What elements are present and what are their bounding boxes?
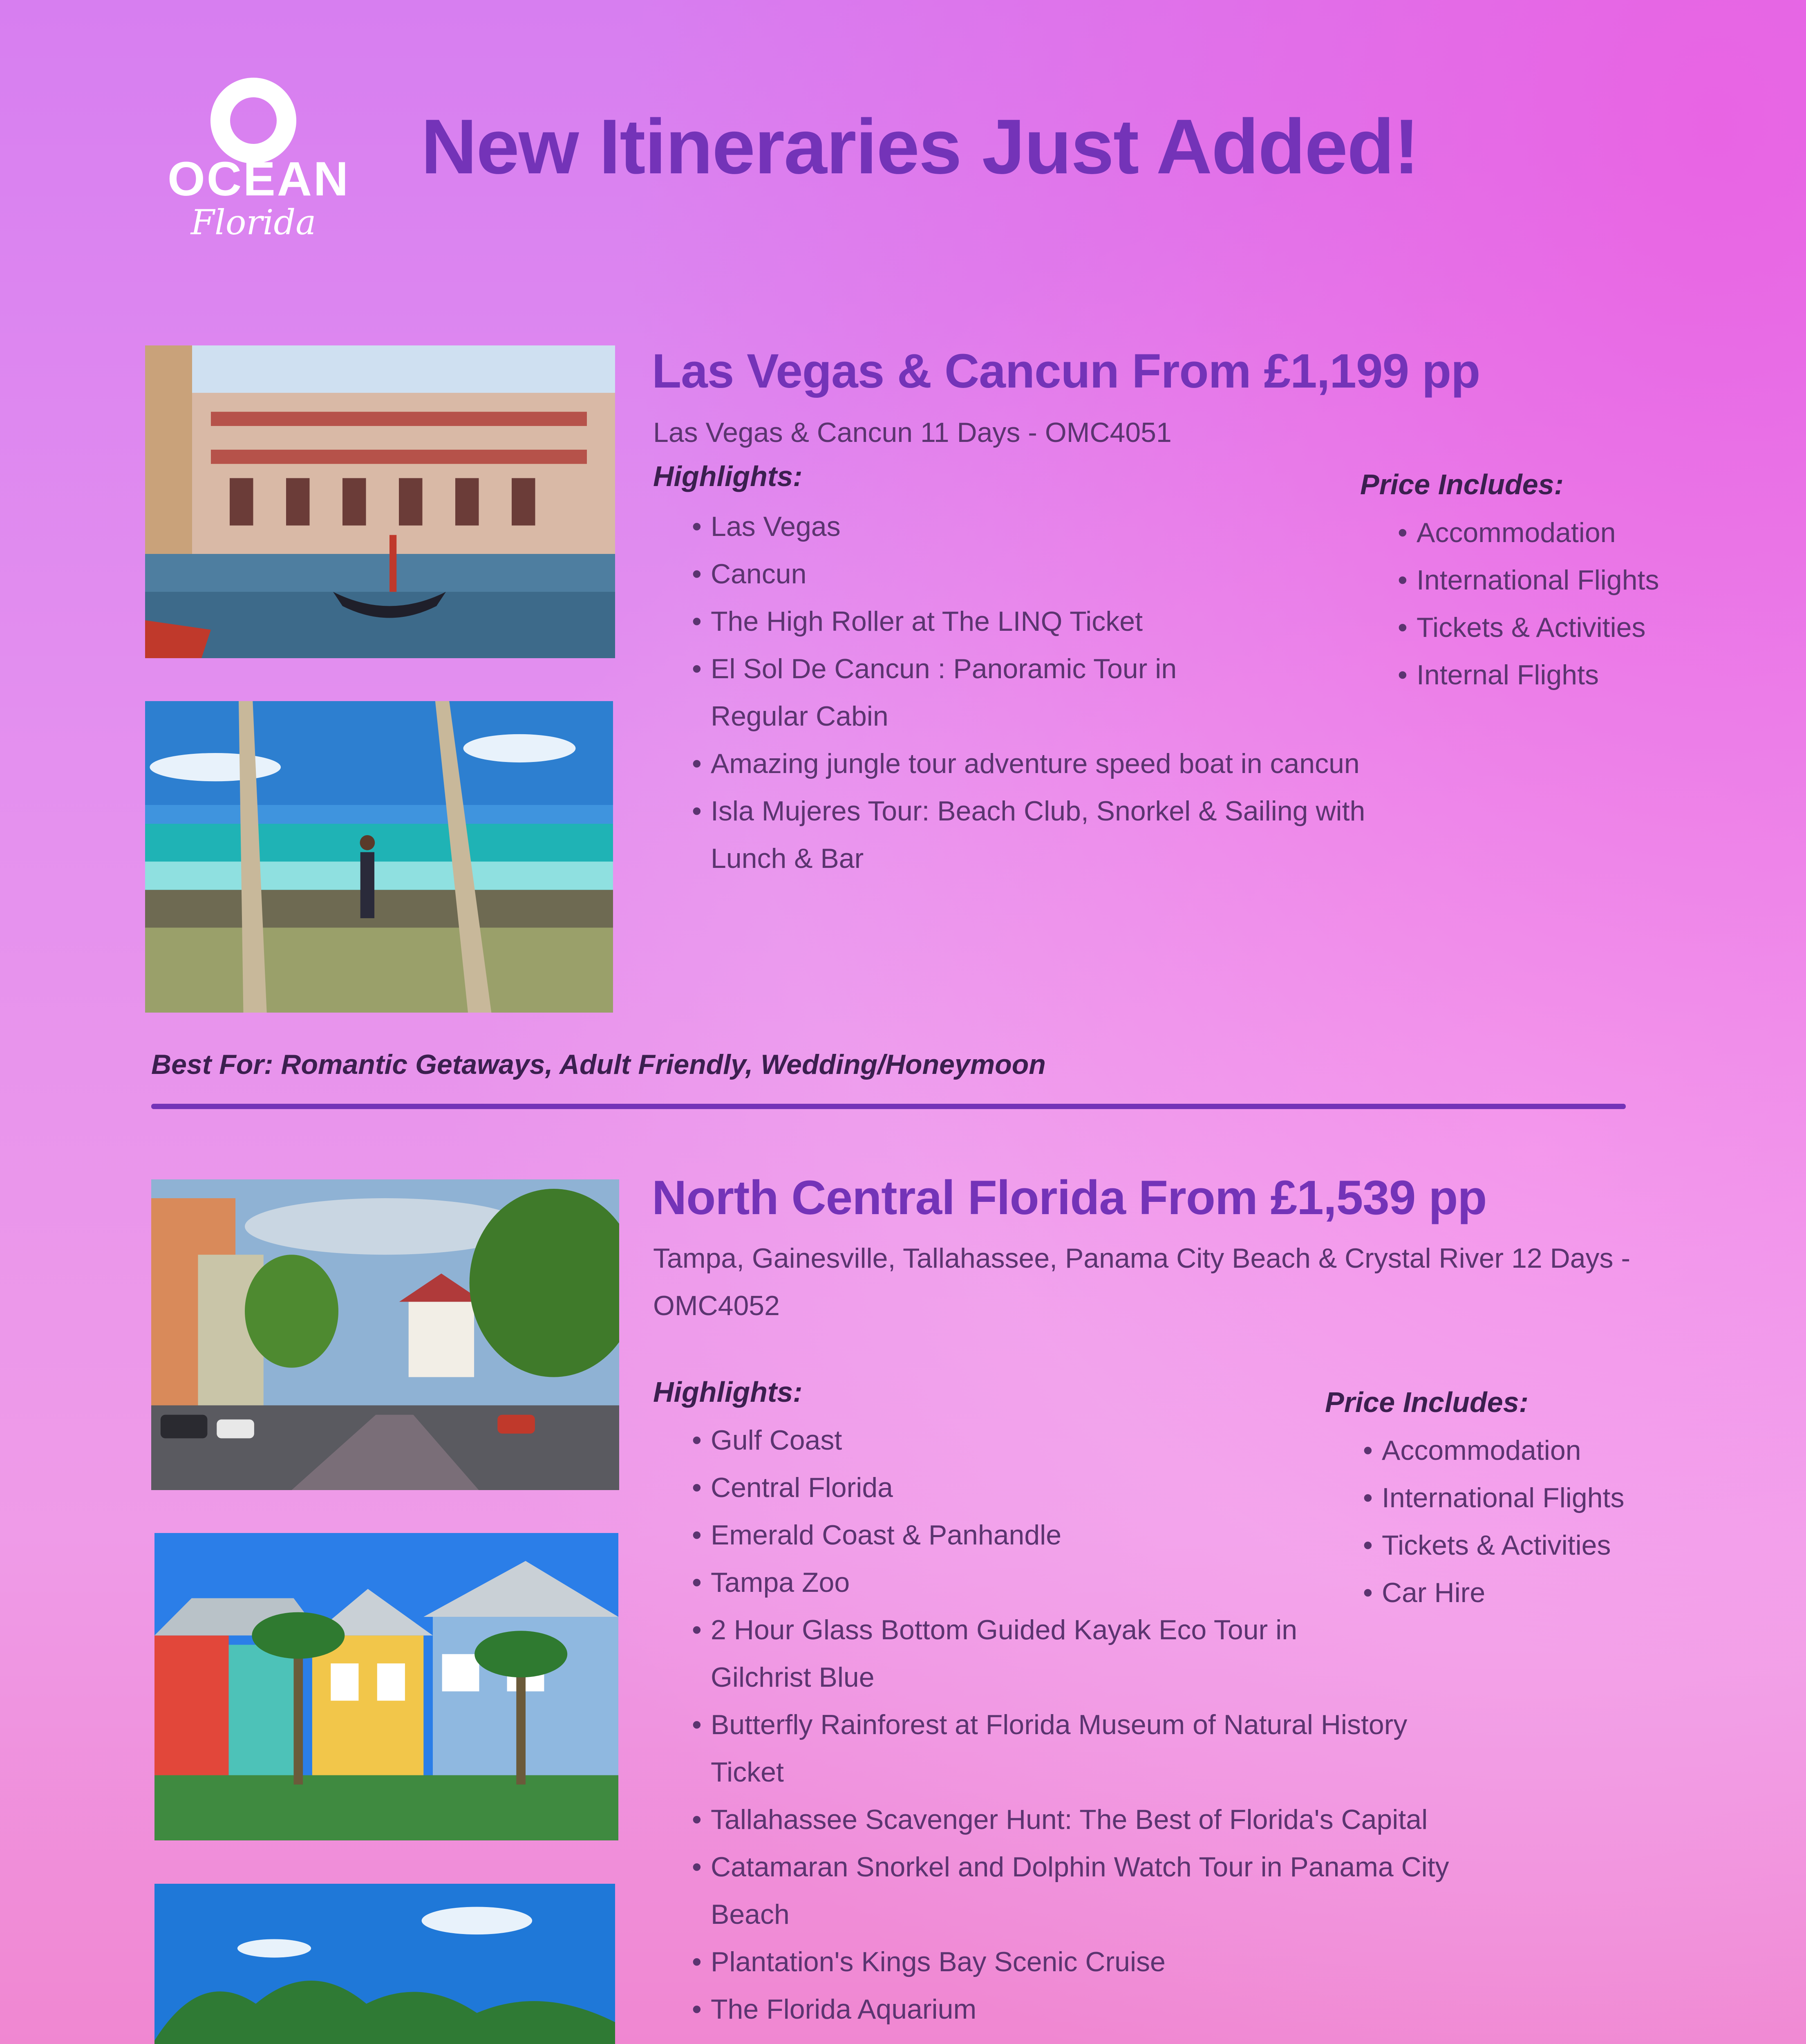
list-item: • The High Roller at The LINQ Ticket (692, 598, 1428, 645)
list-item: • Gulf Coast (692, 1416, 1468, 1464)
list-item: • Central Florida (692, 1464, 1468, 1511)
highlights-list (692, 503, 1428, 882)
offer-title: North Central Florida From £1,539 pp (652, 1171, 1487, 1225)
list-item: • Accommodation (1363, 1427, 1731, 1474)
price-includes-label: Price Includes: (1360, 468, 1564, 500)
offer-title: Las Vegas & Cancun From £1,199 pp (652, 344, 1480, 398)
price-includes-list (1363, 1427, 1731, 1616)
highlights-label: Highlights: (653, 460, 803, 492)
offer-subtitle: Las Vegas & Cancun 11 Days - OMC4051 (653, 417, 1172, 448)
ocean-logo-ring (210, 78, 296, 164)
list-item: • International Flights (1398, 556, 1725, 604)
list-item: • Isla Mujeres Tour: Beach Club, Snorkel & Sailing with Lunch & Bar (692, 787, 1405, 882)
list-item: • Tickets & Activities (1398, 604, 1725, 651)
logo-florida-text: Florida (190, 202, 316, 242)
price-includes-list (1398, 509, 1725, 699)
list-item: • Tampa Zoo (692, 1559, 1468, 1606)
beach-palm-photo (145, 701, 613, 1013)
highlights-label: Highlights: (653, 1376, 803, 1408)
list-item: • Las Vegas (692, 503, 1428, 550)
colorful-houses-photo (154, 1533, 618, 1840)
list-item: • Accommodation (1398, 509, 1725, 556)
logo-ocean-text: OCEAN (168, 152, 350, 206)
offer-subtitle: Tampa, Gainesville, Tallahassee, Panama City Beach & Crystal River 12 Days - OMC4052 (653, 1243, 1631, 1321)
list-item: • Catamaran Snorkel and Dolphin Watch Tour in Panama City Beach (692, 1843, 1467, 1938)
list-item: • Butterfly Rainforest at Florida Museum of Natural History Ticket (692, 1701, 1467, 1796)
list-item: • Tallahassee Scavenger Hunt: The Best of Florida's Capital (692, 1796, 1468, 1843)
list-item: • Internal Flights (1398, 651, 1725, 699)
list-item: • 2 Hour Glass Bottom Guided Kayak Eco Tour in Gilchrist Blue (692, 1606, 1324, 1701)
list-item: • Plantation's Kings Bay Scenic Cruise (692, 1938, 1468, 1986)
crystal-river-springs-photo (154, 1884, 615, 2044)
page-headline: New Itineraries Just Added! (421, 103, 1419, 190)
list-item: • Amazing jungle tour adventure speed boat in cancun (692, 740, 1428, 787)
list-item: • Cancun (692, 550, 1428, 598)
section-divider (151, 1104, 1626, 1109)
price-includes-label: Price Includes: (1325, 1386, 1528, 1418)
florida-street-photo (151, 1179, 619, 1490)
list-item: • Car Hire (1363, 1569, 1731, 1616)
list-item: • International Flights (1363, 1474, 1731, 1522)
list-item: • Tickets & Activities (1363, 1522, 1731, 1569)
list-item: • The Florida Aquarium (692, 1986, 1468, 2033)
best-for-text: Best For: Romantic Getaways, Adult Friendly, Wedding/Honeymoon (151, 1049, 1046, 1080)
list-item: • Emerald Coast & Panhandle (692, 1511, 1468, 1559)
list-item: • El Sol De Cancun : Panoramic Tour in Regular Cabin (692, 645, 1201, 740)
venetian-canal-photo (145, 345, 615, 658)
highlights-list (692, 1416, 1468, 2033)
